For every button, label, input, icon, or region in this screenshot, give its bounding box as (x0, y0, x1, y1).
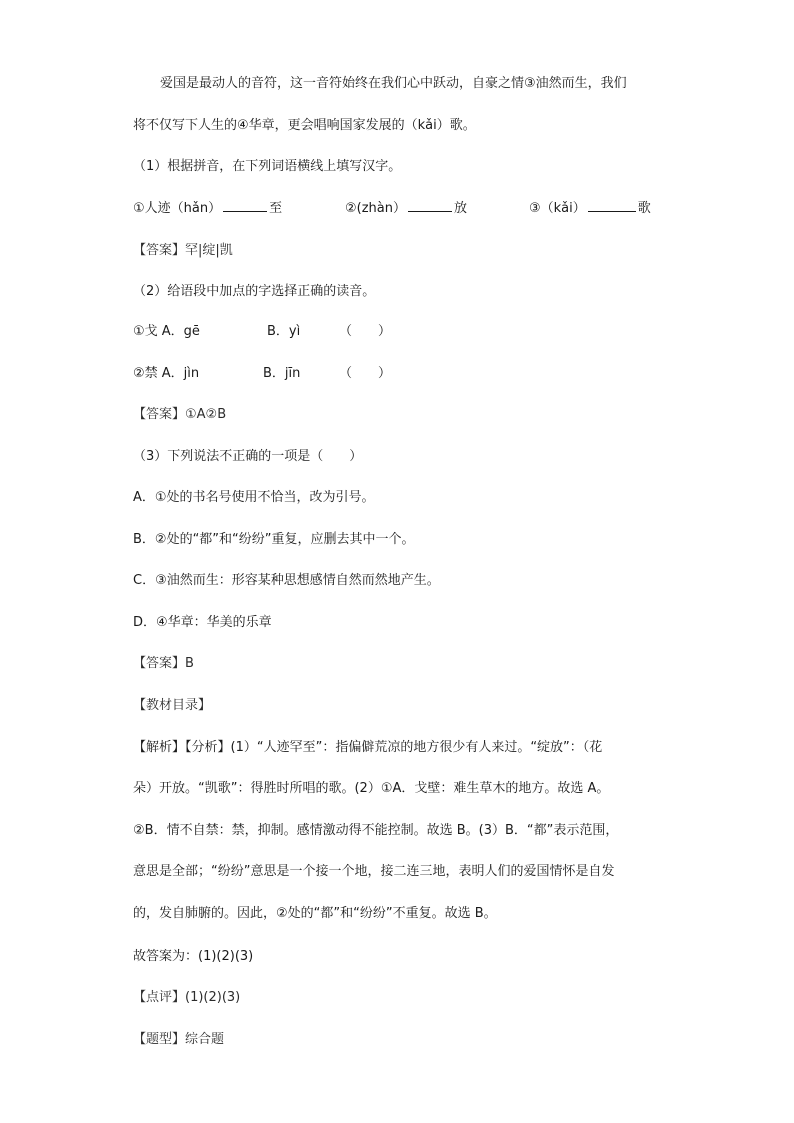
q2-row1-bracket: （ ） (339, 324, 392, 339)
textbook-catalog: 【教材目录】 (133, 698, 212, 713)
item-3-label: ③（kǎi） (529, 201, 586, 216)
question-3-option-d: D．④华章：华美的乐章 (133, 615, 272, 630)
item-3-suffix: 歌 (637, 201, 651, 216)
item-1 (133, 199, 282, 218)
item-2 (345, 199, 467, 218)
item-1-label: ①人迹（hǎn） (133, 201, 222, 216)
fill-blank-1[interactable] (223, 199, 267, 212)
question-1-answer: 【答案】罕|绽|凯 (133, 243, 233, 258)
q2-row2-option-b: B．jīn (263, 366, 301, 381)
fill-blank-3[interactable] (588, 199, 636, 212)
final-answer: 故答案为：(1)(2)(3) (133, 949, 254, 964)
passage-line-1: 爱国是最动人的音符，这一音符始终在我们心中跃动，自豪之情③油然而生，我们 (160, 76, 627, 91)
item-3 (529, 199, 651, 218)
item-2-suffix: 放 (454, 201, 468, 216)
item-2-label: ②(zhàn） (345, 201, 406, 216)
question-3-option-a: A．①处的书名号使用不恰当，改为引号。 (133, 490, 375, 505)
q2-row1-option-b: B．yì (267, 324, 301, 339)
q2-row2-option-a: ②禁 A．jìn (133, 366, 200, 381)
question-3-prompt: （3）下列说法不正确的一项是（ ） (133, 449, 363, 464)
analysis-line-2: 朵）开放。“凯歌”：得胜时所唱的歌。(2）①A．戈壁：难生草木的地方。故选 A。 (133, 781, 610, 796)
passage-line-2: 将不仅写下人生的④华章，更会唱响国家发展的（kǎi）歌。 (133, 118, 476, 133)
question-type: 【题型】综合题 (133, 1032, 225, 1047)
comment: 【点评】(1)(2)(3) (133, 990, 241, 1005)
fill-blank-2[interactable] (408, 199, 452, 212)
question-2-answer: 【答案】①A②B (133, 407, 227, 422)
question-2-prompt: （2）给语段中加点的字选择正确的读音。 (133, 284, 376, 299)
analysis-line-5: 的，发自肺腑的。因此，②处的“都”和“纷纷”不重复。故选 B。 (133, 906, 497, 921)
analysis-line-4: 意思是全部；“纷纷”意思是一个接一个地，接二连三地，表明人们的爱国情怀是自发 (133, 864, 615, 879)
item-1-suffix: 至 (269, 201, 283, 216)
analysis-line-1: 【解析】【分析】(1）“人迹罕至”：指偏僻荒凉的地方很少有人来过。“绽放”：（花 (133, 740, 603, 755)
q2-row1-option-a: ①戈 A．gē (133, 324, 200, 339)
q2-row2-bracket: （ ） (339, 366, 392, 381)
question-1-prompt: （1）根据拼音，在下列词语横线上填写汉字。 (133, 159, 402, 174)
question-3-option-b: B．②处的“都”和“纷纷”重复，应删去其中一个。 (133, 532, 415, 547)
question-3-answer: 【答案】B (133, 656, 194, 671)
analysis-line-3: ②B．情不自禁：禁，抑制。感情激动得不能控制。故选 B。(3）B．“都”表示范围， (133, 823, 619, 838)
question-3-option-c: C．③油然而生：形容某种思想感情自然而然地产生。 (133, 573, 440, 588)
